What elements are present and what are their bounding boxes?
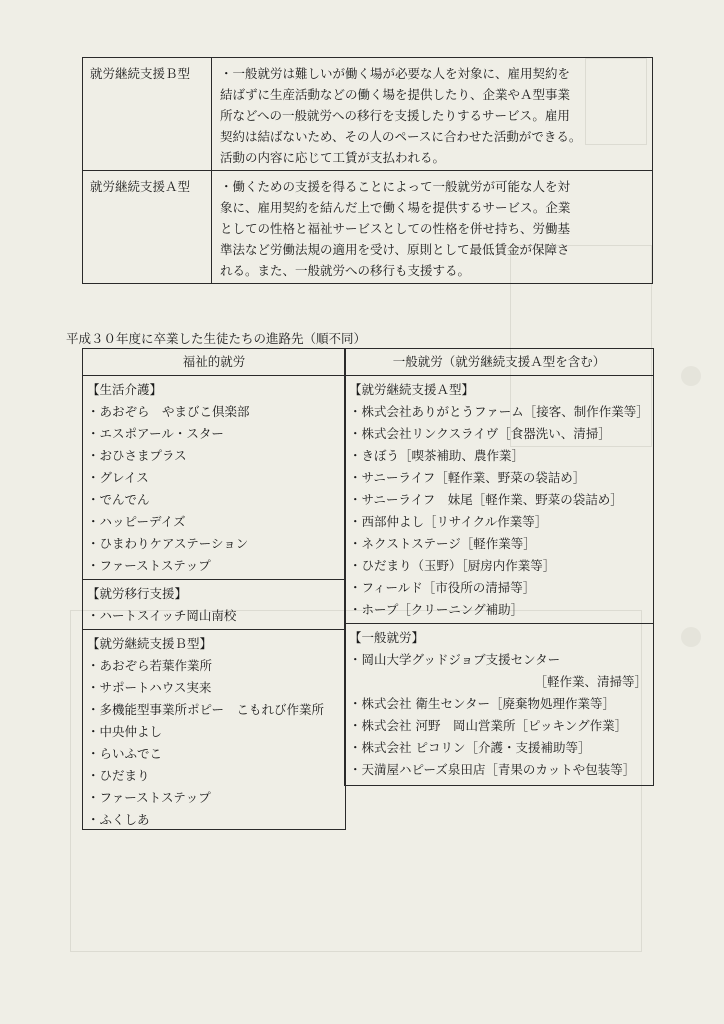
definition-line: 契約は結ばないため、その人のペースに合わせた活動ができる。 (220, 129, 582, 144)
destination-item: ・西部仲よし［リサイクル作業等］ (349, 514, 548, 529)
destination-item: ・ひだまり (87, 768, 150, 783)
definition-row (83, 171, 653, 284)
general-employment-column (344, 348, 654, 786)
destination-item: ・ファーストステップ (87, 558, 211, 573)
definition-line: 所などへの一般就労への移行を支援したりするサービス。雇用 (220, 108, 570, 123)
destination-section (83, 630, 345, 833)
destination-item: ・ひまわりケアステーション (87, 536, 249, 551)
definition-line: 結ばずに生産活動などの働く場を提供したり、企業やＡ型事業 (220, 87, 571, 102)
destination-item: ・株式会社ありがとうファーム［接客、制作作業等］ (349, 404, 649, 419)
definition-line: 準法など労働法規の適用を受け、原則として最低賃金が保障さ (220, 242, 570, 257)
punch-hole (681, 627, 701, 647)
destination-item: ・ホープ［クリーニング補助］ (349, 602, 524, 617)
welfare-column-header: 福祉的就労 (83, 349, 345, 376)
destination-item: ・グレイス (87, 470, 149, 485)
definition-line: ・一般就労は難しいが働く場が必要な人を対象に、雇用契約を (220, 66, 571, 81)
definition-line: 活動の内容に応じて工賃が支払われる。 (220, 150, 446, 165)
destination-item: ・岡山大学グッドジョブ支援センター (349, 652, 561, 667)
destination-item: ・きぼう［喫茶補助、農作業］ (349, 448, 525, 463)
definition-table (82, 57, 653, 284)
destinations-caption: 平成３０年度に卒業した生徒たちの進路先（順不同） (66, 331, 367, 346)
destination-item: ・サポートハウス実来 (87, 680, 212, 695)
destination-section (345, 376, 653, 624)
destination-item: ・ファーストステップ (87, 790, 211, 805)
definition-line: 象に、雇用契約を結んだ上で働く場を提供するサービス。企業 (220, 200, 571, 215)
definition-description (212, 58, 653, 171)
destination-section (83, 376, 345, 580)
destination-item: ・あおぞら若葉作業所 (87, 658, 213, 673)
destination-item: ・多機能型事業所ポピー こもれび作業所 (87, 702, 325, 717)
welfare-employment-column (82, 348, 346, 830)
destination-item: ・フィールド［市役所の清掃等］ (349, 580, 536, 595)
definition-description (212, 171, 653, 284)
definition-line: としての性格と福祉サービスとしての性格を併せ持ち、労働基 (220, 221, 571, 236)
section-title: 【就労継続支援Ａ型】 (349, 382, 475, 397)
section-title: 【就労継続支援Ｂ型】 (87, 636, 213, 651)
general-column-header: 一般就労（就労継続支援Ａ型を含む） (345, 349, 653, 376)
destination-item: ・ひだまり（玉野）［厨房内作業等］ (349, 558, 556, 573)
destination-item: ・天満屋ハピーズ泉田店［青果のカットや包装等］ (349, 762, 636, 777)
destination-item: ・中央仲よし (87, 724, 163, 739)
section-title: 【生活介護】 (87, 382, 163, 397)
destination-item: ・エスポアール・スター (87, 426, 224, 441)
destination-item: ・株式会社 河野 岡山営業所［ピッキング作業］ (349, 718, 628, 733)
definition-term: 就労継続支援Ａ型 (83, 171, 212, 284)
destination-item: ・株式会社リンクスライヴ［食器洗い、清掃］ (349, 426, 611, 441)
punch-hole (681, 366, 701, 386)
destination-item: ・ふくしあ (87, 812, 150, 827)
destination-item: ・おひさまプラス (87, 448, 187, 463)
destination-item: ・ネクストステージ［軽作業等］ (349, 536, 536, 551)
destination-item: ・ハートスイッチ岡山南校 (87, 608, 237, 623)
destination-item: ・株式会社 衛生センター［廃棄物処理作業等］ (349, 696, 615, 711)
definition-line: れる。また、一般就労への移行も支援する。 (220, 263, 471, 278)
destination-item: ・株式会社 ピコリン［介護・支援補助等］ (349, 740, 591, 755)
definition-row (83, 58, 653, 171)
destination-item: ・サニーライフ［軽作業、野菜の袋詰め］ (349, 470, 586, 485)
destination-item: ・らいふでこ (87, 746, 163, 761)
definition-term: 就労継続支援Ｂ型 (83, 58, 212, 171)
definition-line: ・働くための支援を得ることによって一般就労が可能な人を対 (220, 179, 571, 194)
destination-item: ・あおぞら やまびこ倶楽部 (87, 404, 250, 419)
destination-item: ・ハッピーデイズ (87, 514, 186, 529)
destination-item: ・でんでん (87, 492, 150, 507)
section-title: 【就労移行支援】 (87, 586, 188, 601)
section-title: 【一般就労】 (349, 630, 425, 645)
destination-section (345, 624, 653, 783)
destination-section (83, 580, 345, 630)
destination-item: ・サニーライフ 妹尾［軽作業、野菜の袋詰め］ (349, 492, 623, 507)
destination-item: ［軽作業、清掃等］ (534, 674, 647, 689)
